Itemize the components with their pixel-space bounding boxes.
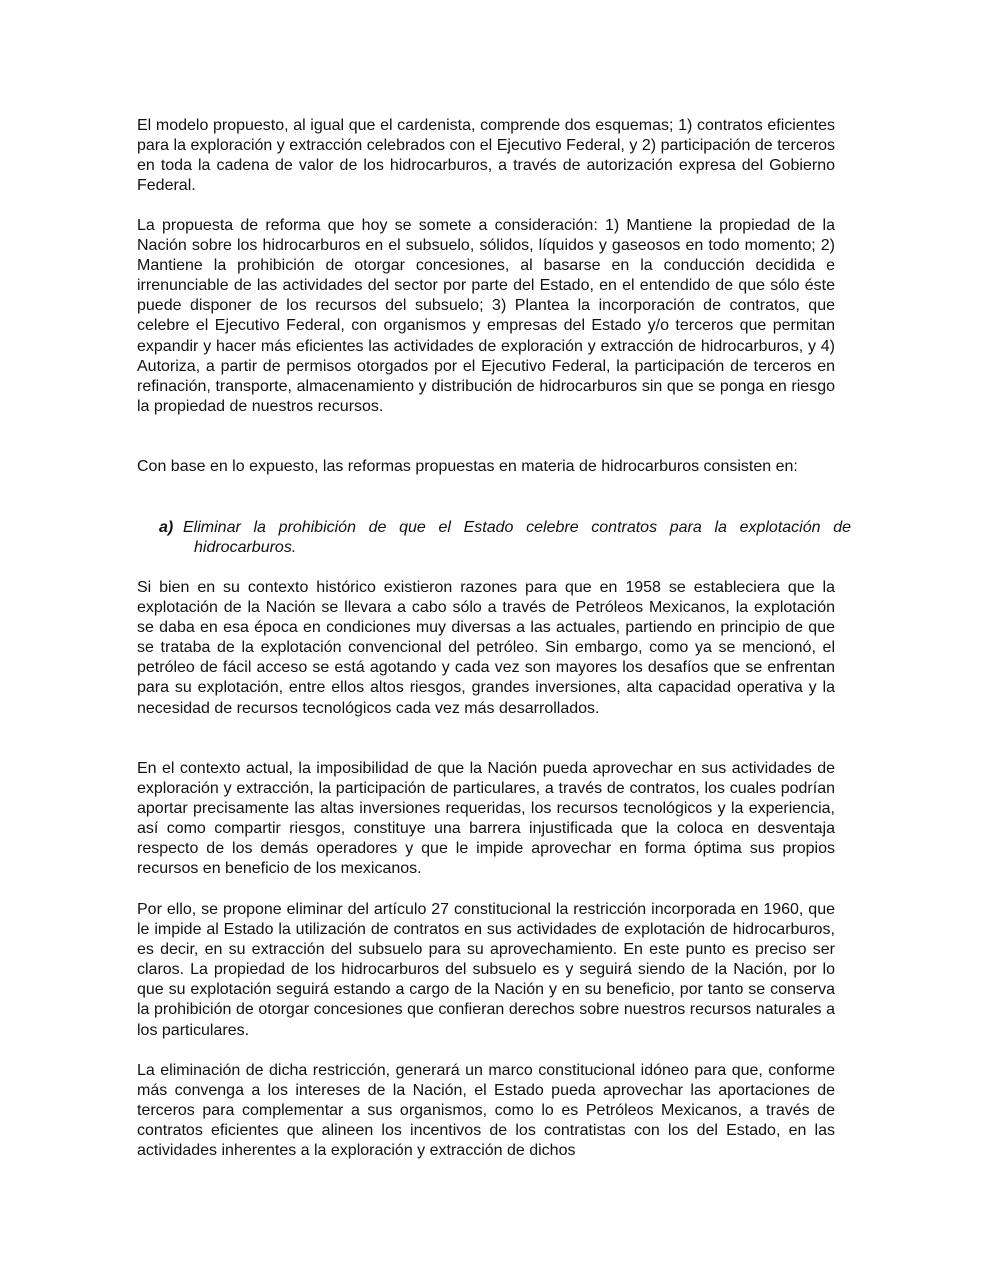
paragraph-propuesta-reforma: La propuesta de reforma que hoy se somete a consideración: 1) Mantiene la propiedad de la Nación sobre los hidrocarburos en el subsuelo, sólidos, líquidos y gaseosos en todo momento; 2) Mantiene la prohibición de otorgar concesiones, al basarse en la conducción decidida e irrenunciable de las actividades del sector por parte del Estado, en el entendido de que sólo éste puede disponer de los recursos del subsuelo; 3) Plantea la incorporación de contratos, que celebre el Ejecutivo Federal, con organismos y empresas del Estado y/o terceros que permitan expandir y hacer más eficientes las actividades de exploración y extracción de hidrocarburos, y 4) Autoriza, a partir de permisos otorgados por el Ejecutivo Federal, la participación de terceros en refinación, transporte, almacenamiento y distribución de hidrocarburos sin que se ponga en riesgo la propiedad de nuestros recursos. — [137, 217, 835, 415]
paragraph-con-base: Con base en lo expuesto, las reformas propuestas en materia de hidrocarburos consisten en: — [137, 458, 798, 475]
paragraph-contexto-actual: En el contexto actual, la imposibilidad de que la Nación pueda aprovechar en sus actividades de exploración y extracción, la participación de particulares, a través de contratos, los cuales podrían aportar precisamente las altas inversiones requeridas, los recursos tecnológicos y la experiencia, así como compartir riesgos, constituye una barrera injustificada que la coloca en desventaja respecto de los demás operadores y que le impide aprovechar en forma óptima sus propios recursos en beneficio de los mexicanos. — [137, 760, 835, 878]
paragraph-modelo-propuesto: El modelo propuesto, al igual que el cardenista, comprende dos esquemas; 1) contratos eficientes para la exploración y extracción celebrados con el Ejecutivo Federal, y 2) participación de terceros en toda la cadena de valor de los hidrocarburos, a través de autorización expresa del Gobierno Federal. — [137, 117, 835, 195]
list-item-text: Eliminar la prohibición de que el Estado celebre contratos para la explotación de hidrocarburos. — [183, 519, 851, 557]
list-item-a — [159, 518, 851, 558]
paragraph-contexto-historico: Si bien en su contexto histórico existieron razones para que en 1958 se estableciera que la explotación de la Nación se llevara a cabo sólo a través de Petróleos Mexicanos, la explotación se daba en esa época en condiciones muy diversas a las actuales, partiendo en principio de que se trataba de la explotación convencional del petróleo. Sin embargo, como ya se mencionó, el petróleo de fácil acceso se está agotando y cada vez son mayores los desafíos que se enfrentan para su explotación, entre ellos altos riesgos, grandes inversiones, alta capacidad operativa y la necesidad de recursos tecnológicos cada vez más desarrollados. — [137, 579, 835, 717]
paragraph-eliminacion: La eliminación de dicha restricción, generará un marco constitucional idóneo para que, conforme más convenga a los intereses de la Nación, el Estado pueda aprovechar las aportaciones de terceros para complementar a sus organismos, como lo es Petróleos Mexicanos, a través de contratos eficientes que alineen los incentivos de los contratistas con los del Estado, en las actividades inherentes a la exploración y extracción de dichos — [137, 1062, 835, 1160]
list-item-marker: a) — [159, 519, 174, 536]
paragraph-por-ello: Por ello, se propone eliminar del artículo 27 constitucional la restricción incorporada en 1960, que le impide al Estado la utilización de contratos en sus actividades de explotación de hidrocarburos, es decir, en su extracción del subsuelo para su aprovechamiento. En este punto es preciso ser claros. La propiedad de los hidrocarburos del subsuelo es y seguirá siendo de la Nación, por lo que su explotación seguirá estando a cargo de la Nación y en su beneficio, por tanto se conserva la prohibición de otorgar concesiones que confieran derechos sobre nuestros recursos naturales a los particulares. — [137, 901, 835, 1039]
